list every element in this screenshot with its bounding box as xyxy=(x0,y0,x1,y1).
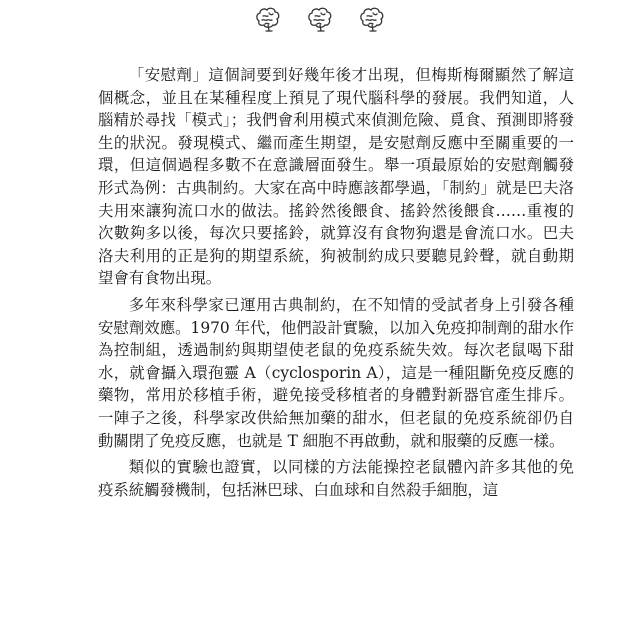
paragraph-similar-experiments: 類似的實驗也證實，以同樣的方法能操控老鼠體內許多其他的免疫系統觸發機制，包括淋巴球、白血球和自然殺手細胞，這 xyxy=(98,458,574,499)
paragraph-placebo-conditioning: 「安慰劑」這個詞要到好幾年後才出現，但梅斯梅爾顯然了解這個概念，並且在某種程度上預見了現代腦科學的發展。我們知道，人腦精於尋找「模式」；我們會利用模式來偵測危險、覓食、預測即將發生的狀況。發現模式、繼而產生期望，是安慰劑反應中至關重要的一環，但這個過程多數不在意識層面發生。舉一項最原始的安慰劑觸發形式為例：古典制約。大家在高中時應該都學過，「制約」就是巴夫洛夫用來讓狗流口水的做法。搖鈴然後餵食、搖鈴然後餵食……重複的次數夠多以後，每次只要搖鈴，就算沒有食物狗還是會流口水。巴夫洛夫利用的正是狗的期望系統，狗被制約成只要聽見鈴聲，就自動期望會有食物出現。 xyxy=(98,66,574,288)
section-ornament xyxy=(0,4,640,38)
body-text xyxy=(98,64,574,505)
brain-icon xyxy=(357,4,387,34)
brain-icon xyxy=(253,4,283,34)
brain-icon xyxy=(305,4,335,34)
paragraph-immune-experiment: 多年來科學家已運用古典制約，在不知情的受試者身上引發各種安慰劑效應。1970 年代，他們設計實驗，以加入免疫抑制劑的甜水作為控制組，透過制約與期望使老鼠的免疫系統失效。每次老鼠喝下甜水，就會攝入環孢靈 A（cyclosporin A），這是一種阻斷免疫反應的藥物，常用於移植手術，避免接受移植者的身體對新器官產生排斥。一陣子之後，科學家改供給無加藥的甜水，但老鼠的免疫系統卻仍自動關閉了免疫反應，也就是 T 細胞不再啟動，就和服藥的反應一樣。 xyxy=(98,295,574,450)
